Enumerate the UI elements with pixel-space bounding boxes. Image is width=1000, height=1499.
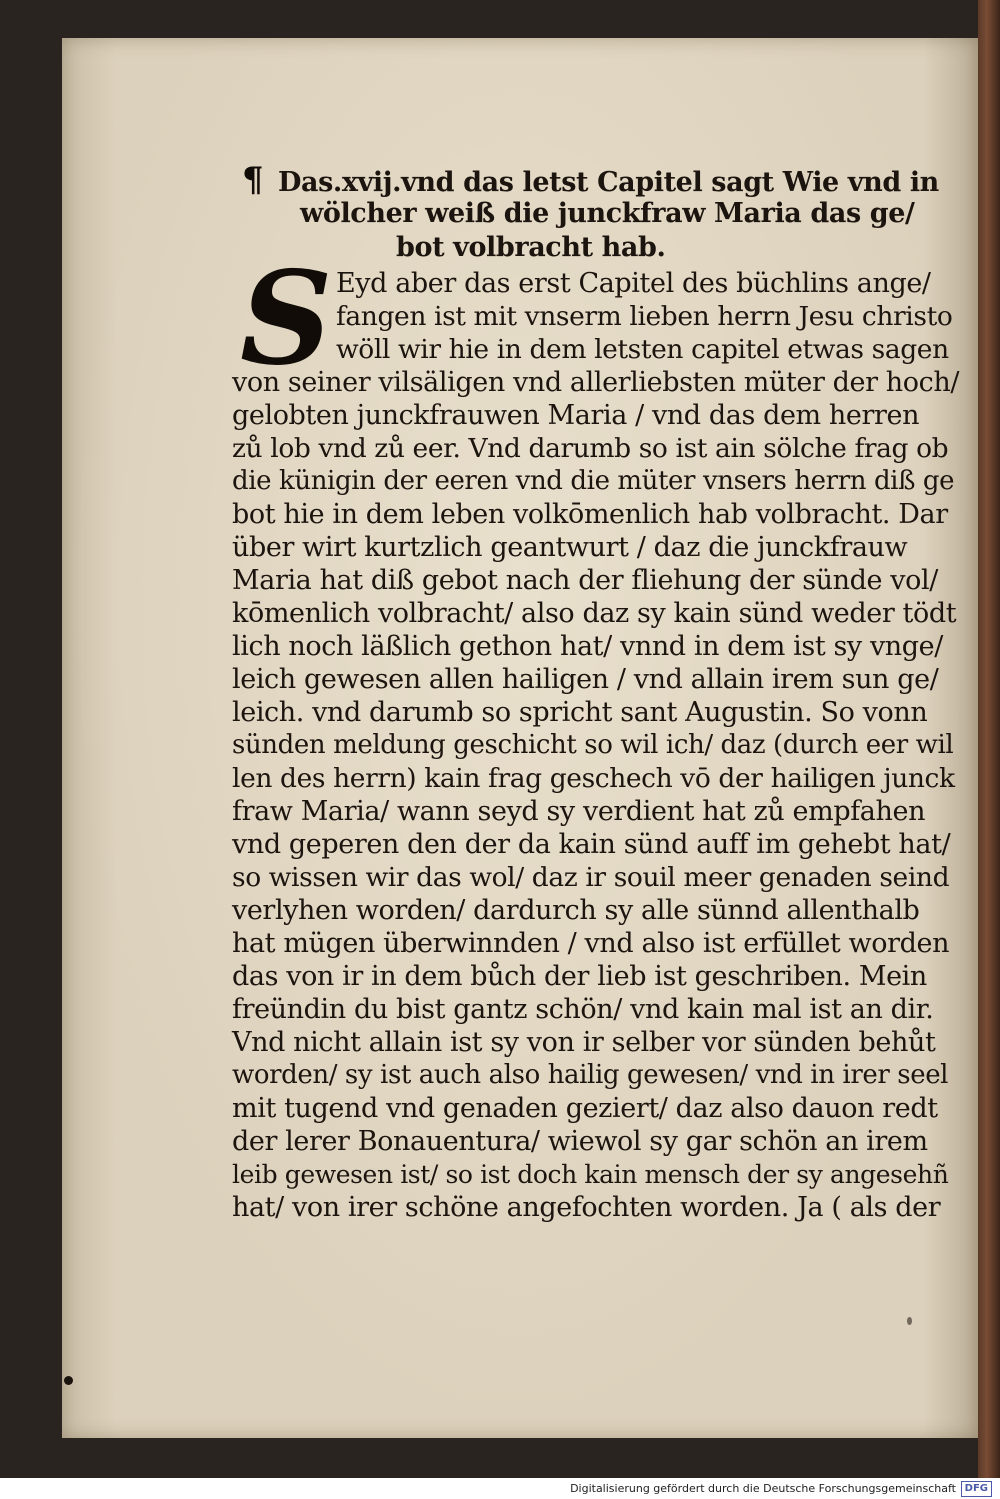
heading-line-text: Das.xvij.vnd das letst Capitel sagt Wie vnd in xyxy=(278,167,939,198)
body-line: wöll wir hie in dem letsten capitel etwas sagen xyxy=(336,334,949,365)
pilcrow-icon: ¶ xyxy=(242,160,264,200)
body-line: über wirt kurtzlich geantwurt / daz die junckfrauw xyxy=(232,532,908,563)
ink-speck xyxy=(907,1317,912,1325)
body-line: leich. vnd darumb so spricht sant Augustin. So vonn xyxy=(232,697,928,728)
body-line: so wissen wir das wol/ daz ir souil meer genaden seind xyxy=(232,862,950,893)
body-line: len des herrn) kain frag geschech vō der hailigen junck xyxy=(232,763,955,794)
text-block xyxy=(232,160,960,1224)
body-line: fangen ist mit vnserm lieben herrn Jesu christo xyxy=(336,301,953,332)
heading-line: bot volbracht hab. xyxy=(396,232,666,263)
body-line: worden/ sy ist auch also hailig gewesen/ vnd in irer seel xyxy=(232,1060,949,1090)
body-line: bot hie in dem leben volkōmenlich hab volbracht. Dar xyxy=(232,499,948,530)
body-line: lich noch läßlich gethon hat/ vnnd in dem ist sy vnge/ xyxy=(232,631,943,662)
drop-cap: S xyxy=(240,244,333,394)
body-line: der lerer Bonauentura/ wiewol sy gar schön an irem xyxy=(232,1126,928,1157)
body-line: das von ir in dem bůch der lieb ist geschriben. Mein xyxy=(232,961,927,992)
body-line: gelobten junckfrauwen Maria / vnd das dem herren xyxy=(232,400,920,431)
heading-line xyxy=(242,160,960,200)
body-line: von seiner vilsäligen vnd allerliebsten müter der hoch/ xyxy=(232,367,960,398)
body-line: leich gewesen allen hailigen / vnd allain irem sun ge/ xyxy=(232,664,939,695)
body-line: Eyd aber das erst Capitel des büchlins ange/ xyxy=(336,268,931,299)
footer-credit: Digitalisierung gefördert durch die Deutsche Forschungsgemeinschaft xyxy=(570,1482,956,1495)
body-line: Vnd nicht allain ist sy von ir selber vor sünden behůt xyxy=(232,1027,936,1058)
heading-line: wölcher weiß die junckfraw Maria das ge/ xyxy=(300,198,915,229)
body-line: sünden meldung geschicht so wil ich/ daz (durch eer wil xyxy=(232,730,954,760)
body-line: hat mügen überwinnden / vnd also ist erfüllet worden xyxy=(232,928,950,959)
digitization-footer xyxy=(0,1478,1000,1499)
body-line: Maria hat diß gebot nach der fliehung der sünde vol/ xyxy=(232,565,938,596)
body-line: mit tugend vnd genaden geziert/ daz also dauon redt xyxy=(232,1093,938,1124)
dfg-logo-icon: DFG xyxy=(961,1481,992,1497)
body-line: verlyhen worden/ dardurch sy alle sünnd allenthalb xyxy=(232,895,920,926)
body-line: vnd geperen den der da kain sünd auff im gehebt hat/ xyxy=(232,829,951,860)
body-line: kōmenlich volbracht/ also daz sy kain sünd weder tödt xyxy=(232,598,957,629)
body-line: leib gewesen ist/ so ist doch kain mensch der sy angesehñ xyxy=(232,1160,949,1189)
body-line: freündin du bist gantz schön/ vnd kain mal ist an dir. xyxy=(232,994,934,1025)
body-line: hat/ von irer schöne angefochten worden. Ja ( als der xyxy=(232,1192,941,1223)
body-line: fraw Maria/ wann seyd sy verdient hat zů empfahen xyxy=(232,796,926,827)
body-line: die künigin der eeren vnd die müter vnsers herrn diß ge xyxy=(232,466,955,496)
body-line: zů lob vnd zů eer. Vnd darumb so ist ain sölche frag ob xyxy=(232,433,949,464)
ink-speck xyxy=(64,1376,73,1385)
page-edge xyxy=(978,0,1000,1478)
chapter-heading xyxy=(242,160,960,265)
